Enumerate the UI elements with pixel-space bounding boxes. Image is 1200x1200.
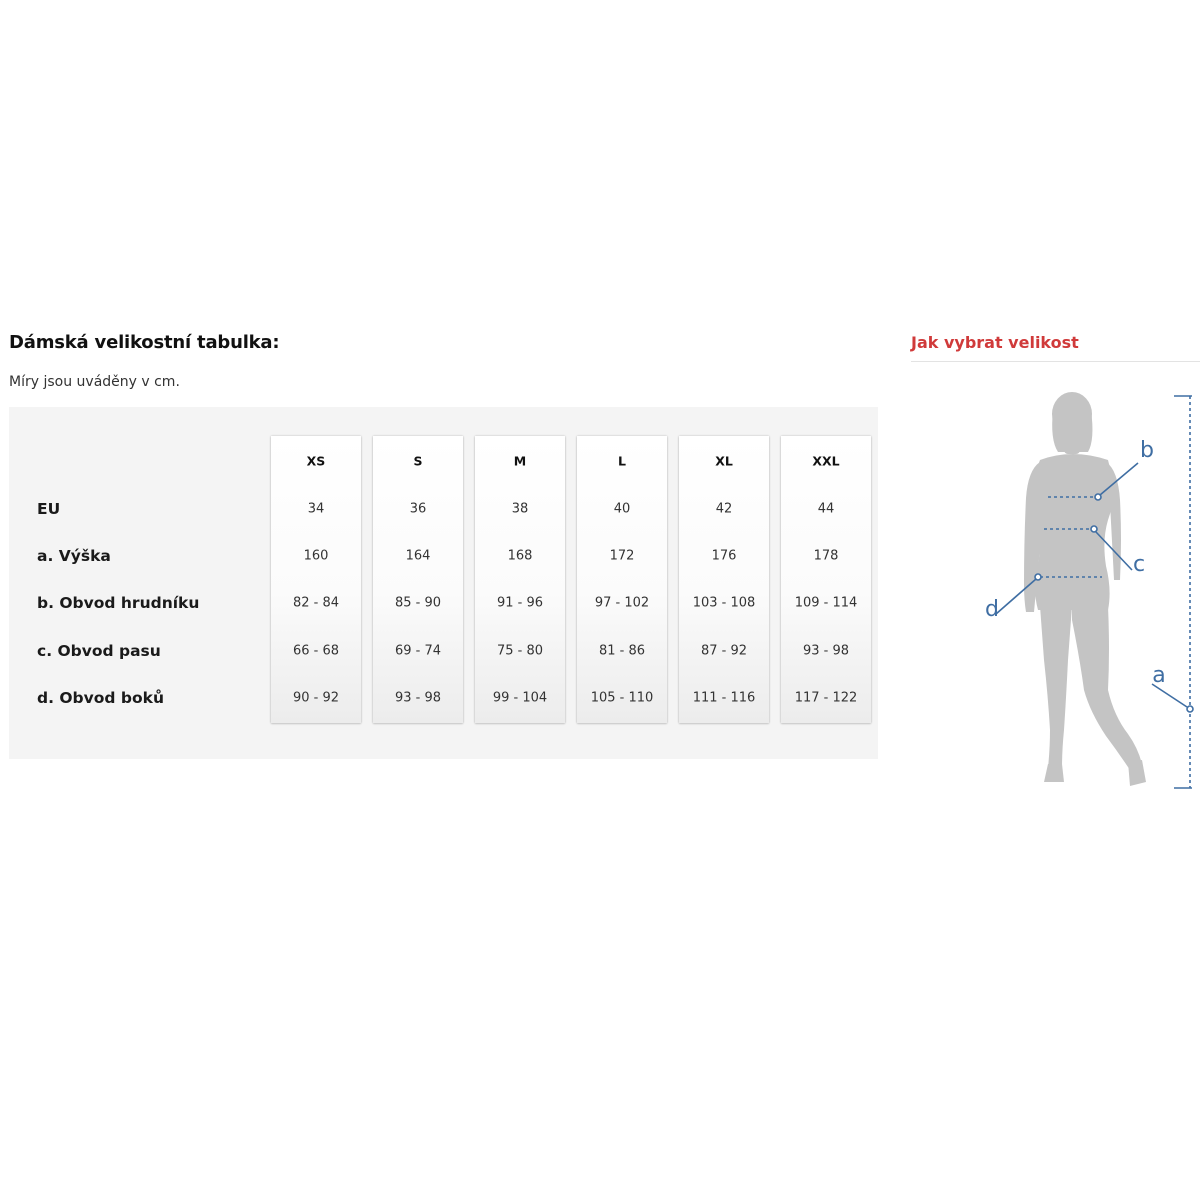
- height-value: 160: [303, 548, 329, 564]
- size-table: [9, 407, 878, 759]
- eu-value: 34: [307, 501, 325, 517]
- figure-label-a: a: [1152, 663, 1166, 688]
- waist-value: 81 - 86: [598, 643, 646, 659]
- hips-value: 111 - 116: [692, 690, 756, 706]
- units-note: Míry jsou uváděny v cm.: [9, 374, 180, 390]
- hips-value: 105 - 110: [590, 690, 654, 706]
- woman-silhouette-icon: [1024, 392, 1146, 786]
- eu-value: 38: [511, 501, 529, 517]
- size-column-l: [577, 436, 667, 723]
- row-label-waist: c. Obvod pasu: [37, 642, 161, 660]
- waist-value: 69 - 74: [394, 643, 442, 659]
- size-header: L: [618, 453, 626, 469]
- chest-value: 109 - 114: [794, 595, 858, 611]
- size-header: M: [513, 453, 527, 469]
- size-column-xxl: [781, 436, 871, 723]
- row-label-height: a. Výška: [37, 547, 111, 565]
- side-divider: [911, 361, 1200, 362]
- size-header: XS: [306, 453, 326, 469]
- hips-value: 117 - 122: [794, 690, 858, 706]
- size-header: XL: [715, 453, 733, 469]
- size-header: S: [413, 453, 423, 469]
- body-measurement-figure: [960, 380, 1200, 800]
- hips-value: 93 - 98: [394, 690, 442, 706]
- row-label-chest: b. Obvod hrudníku: [37, 594, 200, 612]
- row-label-hips: d. Obvod boků: [37, 689, 164, 707]
- hips-value: 99 - 104: [492, 690, 548, 706]
- chest-value: 85 - 90: [394, 595, 442, 611]
- height-value: 164: [405, 548, 431, 564]
- figure-label-d: d: [985, 597, 999, 622]
- hips-value: 90 - 92: [292, 690, 340, 706]
- size-header: XXL: [812, 453, 840, 469]
- size-column-xs: [271, 436, 361, 723]
- row-label-eu: EU: [37, 500, 61, 518]
- waist-value: 87 - 92: [700, 643, 748, 659]
- size-column-m: [475, 436, 565, 723]
- page-title: Dámská velikostní tabulka:: [9, 332, 280, 353]
- waist-value: 93 - 98: [802, 643, 850, 659]
- chest-value: 97 - 102: [594, 595, 650, 611]
- chest-value: 82 - 84: [292, 595, 340, 611]
- chest-value: 103 - 108: [692, 595, 756, 611]
- chest-value: 91 - 96: [496, 595, 544, 611]
- figure-label-b: b: [1140, 438, 1154, 463]
- height-value: 172: [609, 548, 635, 564]
- size-column-s: [373, 436, 463, 723]
- height-value: 176: [711, 548, 737, 564]
- height-value: 168: [507, 548, 533, 564]
- eu-value: 36: [409, 501, 427, 517]
- eu-value: 44: [817, 501, 835, 517]
- waist-value: 66 - 68: [292, 643, 340, 659]
- eu-value: 40: [613, 501, 631, 517]
- waist-value: 75 - 80: [496, 643, 544, 659]
- height-value: 178: [813, 548, 839, 564]
- figure-label-c: c: [1132, 552, 1146, 577]
- eu-value: 42: [715, 501, 733, 517]
- size-column-xl: [679, 436, 769, 723]
- height-measure-line: [1152, 396, 1193, 788]
- how-to-choose-size-title: Jak vybrat velikost: [911, 333, 1079, 352]
